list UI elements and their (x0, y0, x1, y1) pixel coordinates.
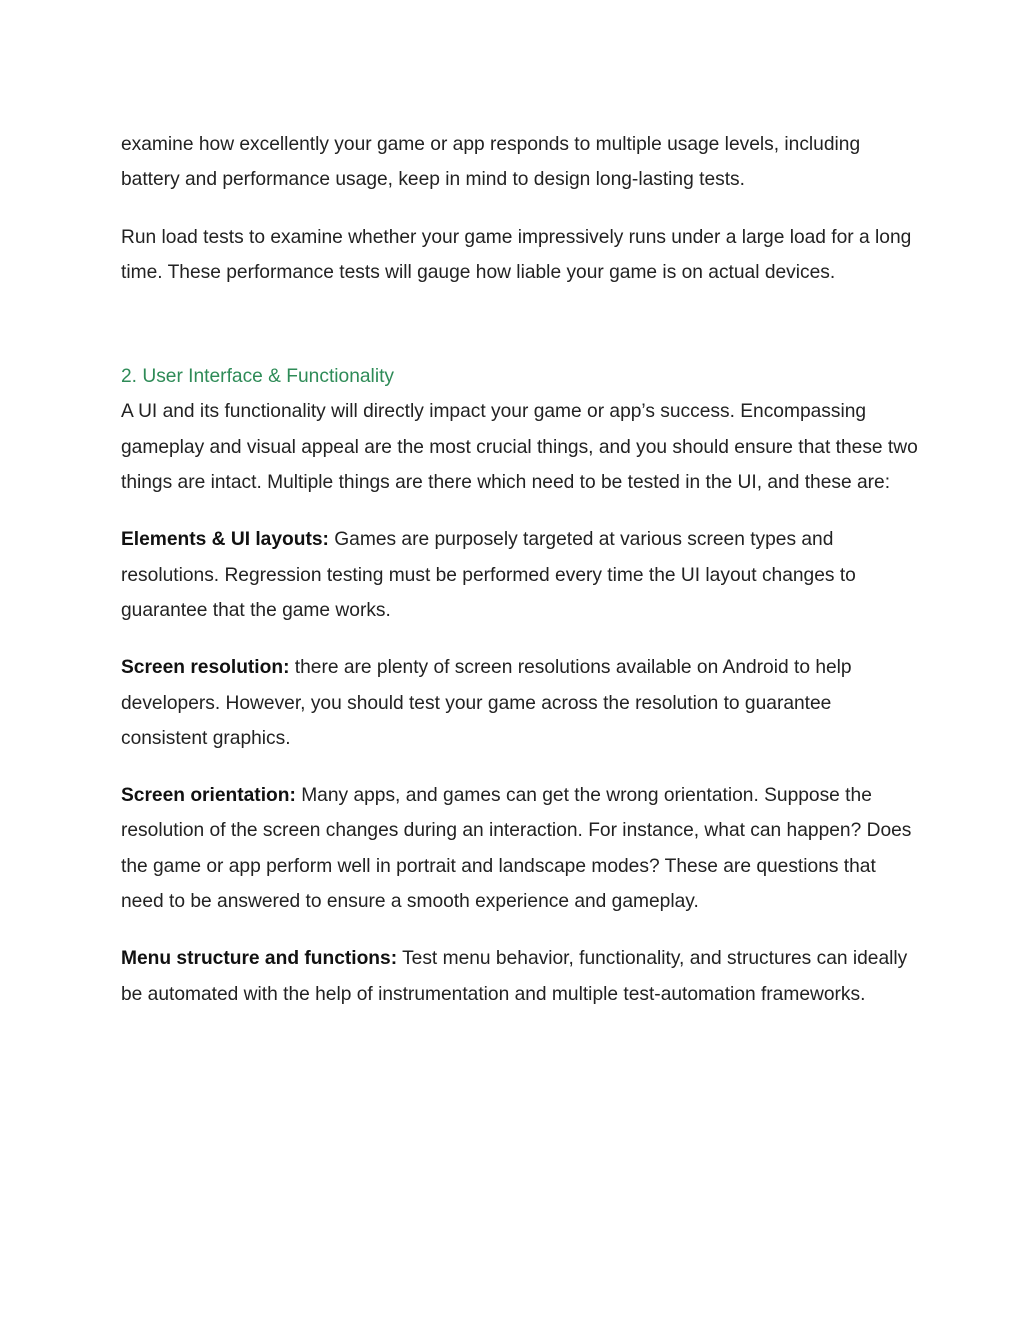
intro-paragraph-1: examine how excellently your game or app responds to multiple usage levels, including battery and performance usage, keep in mind to design long-lasting tests. (121, 134, 861, 191)
intro-paragraph-2: Run load tests to examine whether your game impressively runs under a large load for a long time. These performance tests will gauge how liable your game is on actual devices. (121, 226, 912, 283)
section-lead-paragraph: A UI and its functionality will directly impact your game or app’s success. Encompassing gameplay and visual appeal are the most crucial things, and you should ensure that these two things are intact. Multiple things are there which need to be tested in the UI, and these are: (121, 401, 918, 494)
item-elements-ui-layouts (121, 522, 921, 628)
item-text: Games are purposely targeted at various screen types and resolutions. Regression testing must be performed every time the UI layout changes to guarantee that the game works. (121, 529, 856, 621)
item-term: Menu structure and functions: (121, 948, 398, 970)
section-heading: 2. User Interface & Functionality (121, 366, 395, 388)
document-page (121, 127, 921, 1012)
item-term: Elements & UI layouts: (121, 529, 329, 551)
item-menu-structure (121, 941, 921, 1012)
item-text: Many apps, and games can get the wrong orientation. Suppose the resolution of the screen changes during an interaction. For instance, what can happen? Does the game or app perform well in portrait and landscape modes? These are questions that need to be answered to ensure a smooth experience and gameplay. (121, 785, 912, 913)
section-spacer (121, 290, 921, 359)
item-term: Screen orientation: (121, 785, 296, 807)
item-text: Test menu behavior, functionality, and structures can ideally be automated with the help of instrumentation and multiple test-automation frameworks. (121, 948, 908, 1005)
item-term: Screen resolution: (121, 657, 290, 679)
item-screen-resolution (121, 650, 921, 756)
item-text: there are plenty of screen resolutions available on Android to help developers. However, you should test your game across the resolution to guarantee consistent graphics. (121, 657, 852, 749)
item-screen-orientation (121, 778, 921, 919)
